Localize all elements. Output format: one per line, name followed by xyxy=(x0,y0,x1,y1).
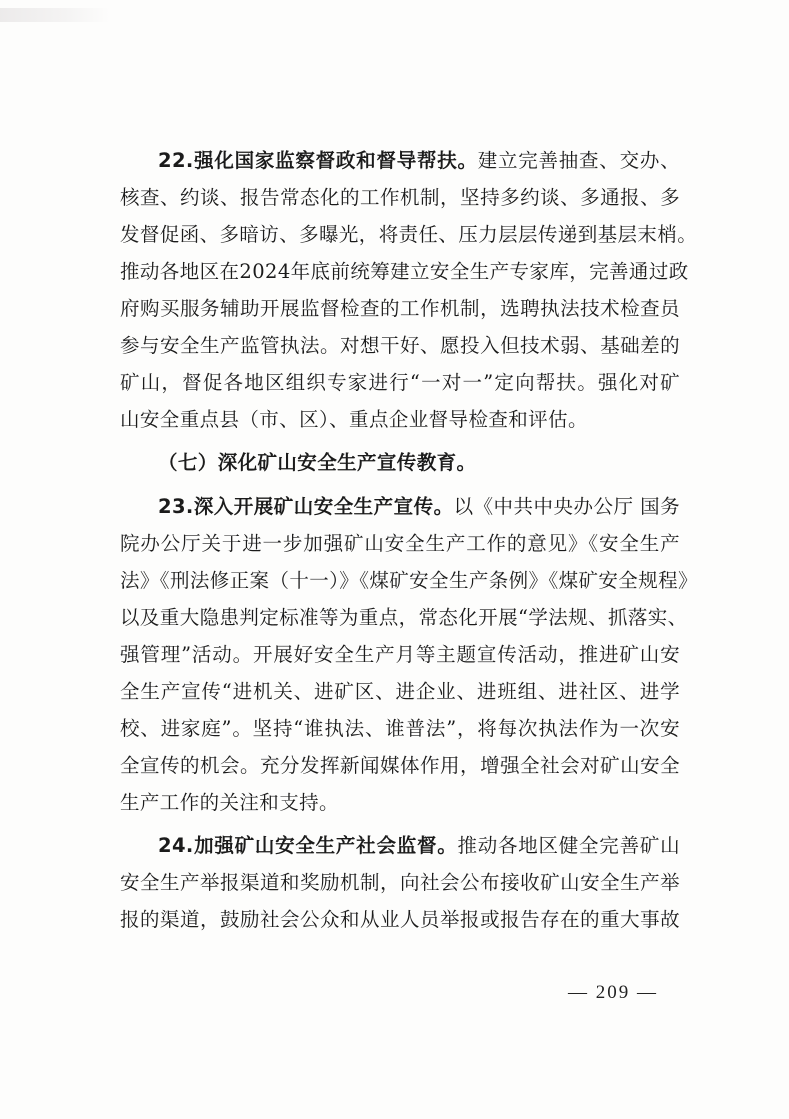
paragraph-24-line-3: 报的渠道，鼓励社会公众和从业人员举报或报告存在的重大事故 xyxy=(120,908,680,931)
body-text: 建立完善抽查、交办、 xyxy=(477,149,680,172)
section-heading-24: 24.加强矿山安全生产社会监督。 xyxy=(158,834,458,857)
paragraph-23-line-3: 法》《刑法修正案（十一）》《煤矿安全生产条例》《煤矿安全规程》 xyxy=(120,569,698,592)
paragraph-22-line-5: 府购买服务辅助开展监督检查的工作机制，选聘执法技术检查员 xyxy=(120,297,680,320)
paragraph-22-line-8: 山安全重点县（市、区）、重点企业督导检查和评估。 xyxy=(120,408,588,431)
section-heading-7: （七）深化矿山安全生产宣传教育。 xyxy=(158,451,477,474)
paragraph-22-line-4: 推动各地区在2024年底前统筹建立安全生产专家库，完善通过政 xyxy=(120,260,689,283)
paragraph-22-line-6: 参与安全生产监管执法。对想干好、愿投入但技术弱、基础差的 xyxy=(120,334,680,357)
paragraph-23-line-5: 强管理”活动。开展好安全生产月等主题宣传活动，推进矿山安 xyxy=(120,643,680,666)
body-text: 以《中共中央办公厅 国务 xyxy=(453,495,680,518)
scan-artifact xyxy=(0,8,110,22)
section-heading-23: 23.深入开展矿山安全生产宣传。 xyxy=(158,495,454,518)
page-number: — 209 — xyxy=(568,982,658,1003)
paragraph-23-line-4: 以及重大隐患判定标准等为重点，常态化开展“学法规、抓落实、 xyxy=(120,606,688,629)
paragraph-22-line-2: 核查、约谈、报告常态化的工作机制，坚持多约谈、多通报、多 xyxy=(120,186,680,209)
paragraph-22-line-7: 矿山，督促各地区组织专家进行“一对一”定向帮扶。强化对矿 xyxy=(120,371,680,394)
body-text: 推动各地区健全完善矿山 xyxy=(457,834,680,857)
paragraph-22-line-1 xyxy=(158,141,680,181)
paragraph-23-line-9: 生产工作的关注和支持。 xyxy=(120,791,339,814)
paragraph-23-line-2: 院办公厅关于进一步加强矿山安全生产工作的意见》《安全生产 xyxy=(120,532,680,555)
paragraph-23-line-6: 全生产宣传“进机关、进矿区、进企业、进班组、进社区、进学 xyxy=(120,680,680,703)
paragraph-22-line-3: 发督促函、多暗访、多曝光，将责任、压力层层传递到基层末梢。 xyxy=(120,223,698,246)
paragraph-23-line-8: 全宣传的机会。充分发挥新闻媒体作用，增强全社会对矿山安全 xyxy=(120,754,680,777)
paragraph-24-line-2: 安全生产举报渠道和奖励机制，向社会公布接收矿山安全生产举 xyxy=(120,871,680,894)
section-heading-22: 22.强化国家监察督政和督导帮扶。 xyxy=(158,149,478,172)
paragraph-23-line-7: 校、进家庭”。坚持“谁执法、谁普法”，将每次执法作为一次安 xyxy=(120,717,680,740)
section-seven-heading xyxy=(158,443,680,483)
paragraph-24-line-1 xyxy=(158,826,680,866)
paragraph-23-line-1 xyxy=(158,487,680,527)
